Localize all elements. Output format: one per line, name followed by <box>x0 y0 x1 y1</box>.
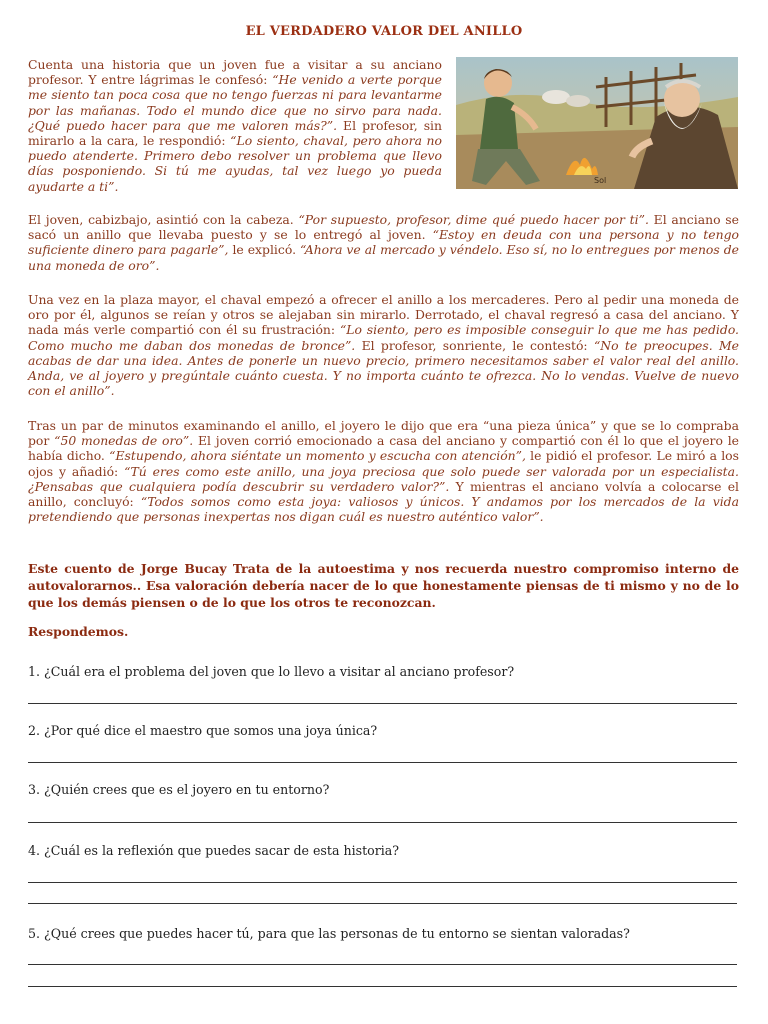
respond-heading: Respondemos. <box>28 624 129 639</box>
story-quote: “He venido a verte porque me siento tan poca cosa que no tengo fuerzas ni para levantarme por las mañanas. Todo el mundo dice que no sirvo para nada. ¿Qué puedo hacer para que me valoren más?”. <box>28 72 442 133</box>
question-2: 2. ¿Por qué dice el maestro que somos una joya única? <box>28 723 378 738</box>
story-text: El joven, cabizbajo, asintió con la cabeza. <box>28 212 299 227</box>
answer-line[interactable] <box>28 882 737 883</box>
story-text: El profesor, sin mirarlo a la cara, le respondió: <box>28 117 442 149</box>
story-text: Tras un par de minutos examinando el anillo, el joyero le dijo que era “una pieza única” y que se lo compraba por <box>28 418 739 449</box>
moral-paragraph: Este cuento de Jorge Bucay Trata de la autoestima y nos recuerda nuestro compromiso interno de autovalorarnos.. Esa valoración debería nacer de lo que honestamente piensas de ti mismo y no de lo que los demás piensen o de lo que los otros te reconozcan. <box>28 561 739 610</box>
story-quote: “No te preocupes. Me acabas de dar una idea. Antes de ponerle un nuevo precio, primero necesitamos saber el valor real del anillo. Anda, ve al joyero y pregúntale cuánto cuesta. Y no importa cuánto te ofrezca. No lo vendas. Vuelve de nuevo con el anillo”. <box>28 337 739 399</box>
story-quote: “Tú eres como este anillo, una joya preciosa que solo puede ser valorada por un especialista. ¿Pensabas que cualquiera podía descubrir su verdadero valor?”. <box>28 463 739 494</box>
story-text: Cuenta una historia que un joven fue a visitar a su anciano profesor. Y entre lágrimas le confesó: <box>28 57 442 88</box>
story-text: le explicó. <box>228 242 301 258</box>
artist-signature: Sol <box>594 176 607 185</box>
story-quote: “Estoy en deuda con una persona y no tengo suficiente dinero para pagarle”, <box>28 227 739 258</box>
story-text: le pidió el profesor. Le miró a los ojos y añadió: <box>28 448 739 479</box>
answer-line[interactable] <box>28 964 737 965</box>
question-5: 5. ¿Qué crees que puedes hacer tú, para que las personas de tu entorno se sientan valoradas? <box>28 926 630 941</box>
story-quote: “Todos somos como esta joya: valiosos y únicos. Y andamos por los mercados de la vida pretendiendo que personas inexpertas nos digan cuál es nuestro auténtico valor”. <box>28 494 739 525</box>
story-text: El profesor, sonriente, le contestó: <box>355 337 594 353</box>
story-paragraph-1 <box>28 57 442 194</box>
story-quote: “Estupendo, ahora siéntate un momento y escucha con atención”, <box>109 448 526 464</box>
answer-line[interactable] <box>28 822 737 823</box>
story-text: Y mientras el anciano volvía a colocarse el anillo, concluyó: <box>28 478 739 510</box>
answer-line[interactable] <box>28 903 737 904</box>
story-text: El anciano se sacó un anillo que llevaba puesto y se lo entregó al joven. <box>28 212 739 243</box>
document-title: EL VERDADERO VALOR DEL ANILLO <box>245 24 523 39</box>
story-text: Una vez en la plaza mayor, el chaval empezó a ofrecer el anillo a los mercaderes. Pero al pedir una moneda de oro por él, algunos se reían y otros se alejaban sin mirarlo. Derrotado, el chaval regresó a casa del anciano. Y nada más verle compartió con él su frustración: <box>28 292 739 338</box>
story-quote: “Lo siento, pero es imposible conseguir lo que me has pedido. Como mucho me daban dos monedas de bronce”. <box>28 322 740 353</box>
story-paragraph-3 <box>28 292 739 398</box>
question-1: 1. ¿Cuál era el problema del joven que lo llevo a visitar al anciano profesor? <box>28 664 515 679</box>
story-quote: “Ahora ve al mercado y véndelo. Eso sí, no lo entregues por menos de una moneda de oro”. <box>28 242 739 273</box>
answer-line[interactable] <box>28 703 737 704</box>
illustration-young-man-and-old-teacher-icon <box>456 57 738 189</box>
question-3: 3. ¿Quién crees que es el joyero en tu entorno? <box>28 782 330 797</box>
story-quote: “Por supuesto, profesor, dime qué puedo hacer por ti”. <box>298 212 649 227</box>
story-paragraph-2 <box>28 212 739 273</box>
story-quote: “50 monedas de oro”. <box>54 433 194 449</box>
answer-line[interactable] <box>28 986 737 987</box>
answer-line[interactable] <box>28 762 737 763</box>
question-4: 4. ¿Cuál es la reflexión que puedes sacar de esta historia? <box>28 843 400 858</box>
story-paragraph-4 <box>28 418 739 524</box>
story-quote: “Lo siento, chaval, pero ahora no puedo atenderte. Primero debo resolver un problema que llevo días posponiendo. Si tú me ayudas, tal vez luego yo pueda ayudarte a ti”. <box>28 133 442 194</box>
story-text: El joven corrió emocionado a casa del anciano y compartió con él lo que el joyero le había dicho. <box>28 433 739 464</box>
